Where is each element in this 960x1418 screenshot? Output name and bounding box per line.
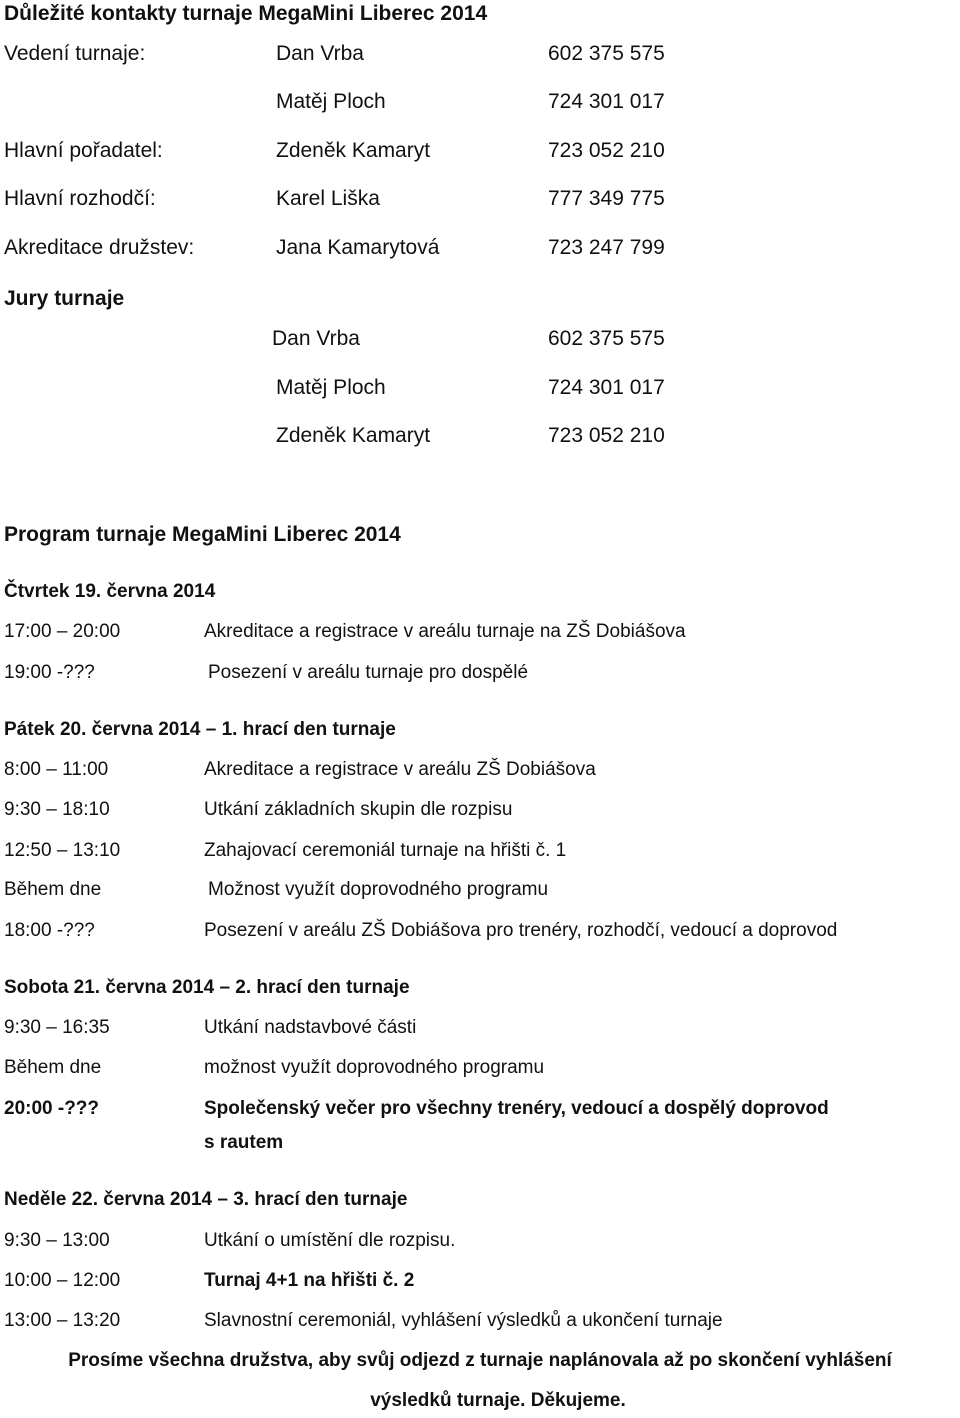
event-text: Akreditace a registrace v areálu turnaje na ZŠ Dobiášova — [204, 621, 686, 642]
event-time: 9:30 – 16:35 — [4, 1017, 110, 1038]
contact-role: Akreditace družstev: — [4, 236, 195, 259]
program-title: Program turnaje MegaMini Liberec 2014 — [4, 523, 401, 546]
event-time: 18:00 -??? — [4, 920, 95, 941]
day-heading: Pátek 20. června 2014 – 1. hrací den turnaje — [4, 719, 396, 740]
event-text: možnost využít doprovodného programu — [204, 1057, 545, 1078]
event-time: Během dne — [4, 1057, 102, 1078]
jury-phone: 602 375 575 — [548, 327, 665, 350]
event-text: Akreditace a registrace v areálu ZŠ Dobiášova — [204, 759, 596, 780]
contact-phone: 777 349 775 — [548, 187, 665, 210]
jury-phone: 724 301 017 — [548, 376, 665, 399]
event-text: Utkání nadstavbové části — [204, 1017, 417, 1038]
event-time: 19:00 -??? — [4, 662, 95, 683]
contact-name: Matěj Ploch — [276, 90, 386, 113]
event-text: Posezení v areálu turnaje pro dospělé — [208, 662, 529, 683]
contact-phone: 723 052 210 — [548, 139, 665, 162]
contact-role: Hlavní rozhodčí: — [4, 187, 156, 210]
day-heading: Čtvrtek 19. června 2014 — [4, 581, 216, 602]
event-text: Turnaj 4+1 na hřišti č. 2 — [204, 1270, 415, 1291]
contact-role: Vedení turnaje: — [4, 42, 146, 65]
contact-name: Jana Kamarytová — [276, 236, 440, 259]
contact-role: Hlavní pořadatel: — [4, 139, 163, 162]
contact-name: Karel Liška — [276, 187, 380, 210]
contact-phone: 602 375 575 — [548, 42, 665, 65]
day-heading: Neděle 22. června 2014 – 3. hrací den turnaje — [4, 1189, 408, 1210]
event-text: Společenský večer pro všechny trenéry, vedoucí a dospělý doprovod — [204, 1098, 829, 1119]
event-time: 13:00 – 13:20 — [4, 1310, 121, 1331]
footer-note-continued: výsledků turnaje. Děkujeme. — [370, 1390, 626, 1411]
event-time: 20:00 -??? — [4, 1098, 100, 1119]
event-time: 10:00 – 12:00 — [4, 1270, 121, 1291]
event-time: 12:50 – 13:10 — [4, 840, 121, 861]
event-time: 17:00 – 20:00 — [4, 621, 121, 642]
contact-name: Dan Vrba — [276, 42, 364, 65]
jury-title: Jury turnaje — [4, 287, 125, 310]
contact-name: Zdeněk Kamaryt — [276, 139, 431, 162]
jury-name: Dan Vrba — [272, 327, 360, 350]
event-text: Slavnostní ceremoniál, vyhlášení výsledků a ukončení turnaje — [204, 1310, 723, 1331]
event-time: 9:30 – 13:00 — [4, 1230, 110, 1251]
contacts-title: Důležité kontakty turnaje MegaMini Liberec 2014 — [4, 2, 488, 25]
event-text: Možnost využít doprovodného programu — [208, 879, 549, 900]
event-text: Utkání o umístění dle rozpisu. — [204, 1230, 456, 1251]
event-time: 8:00 – 11:00 — [4, 759, 109, 780]
contact-phone: 724 301 017 — [548, 90, 665, 113]
jury-name: Matěj Ploch — [276, 376, 386, 399]
event-text: Zahajovací ceremoniál turnaje na hřišti č. 1 — [204, 840, 567, 861]
day-heading: Sobota 21. června 2014 – 2. hrací den turnaje — [4, 977, 410, 998]
footer-note: Prosíme všechna družstva, aby svůj odjezd z turnaje naplánovala až po skončení vyhlášení — [68, 1350, 892, 1371]
contact-phone: 723 247 799 — [548, 236, 665, 259]
event-text: Utkání základních skupin dle rozpisu — [204, 799, 513, 820]
event-time: Během dne — [4, 879, 102, 900]
event-text-continued: s rautem — [204, 1132, 284, 1153]
event-time: 9:30 – 18:10 — [4, 799, 110, 820]
jury-name: Zdeněk Kamaryt — [276, 424, 431, 447]
event-text: Posezení v areálu ZŠ Dobiášova pro trenéry, rozhodčí, vedoucí a doprovod — [204, 920, 838, 941]
jury-phone: 723 052 210 — [548, 424, 665, 447]
